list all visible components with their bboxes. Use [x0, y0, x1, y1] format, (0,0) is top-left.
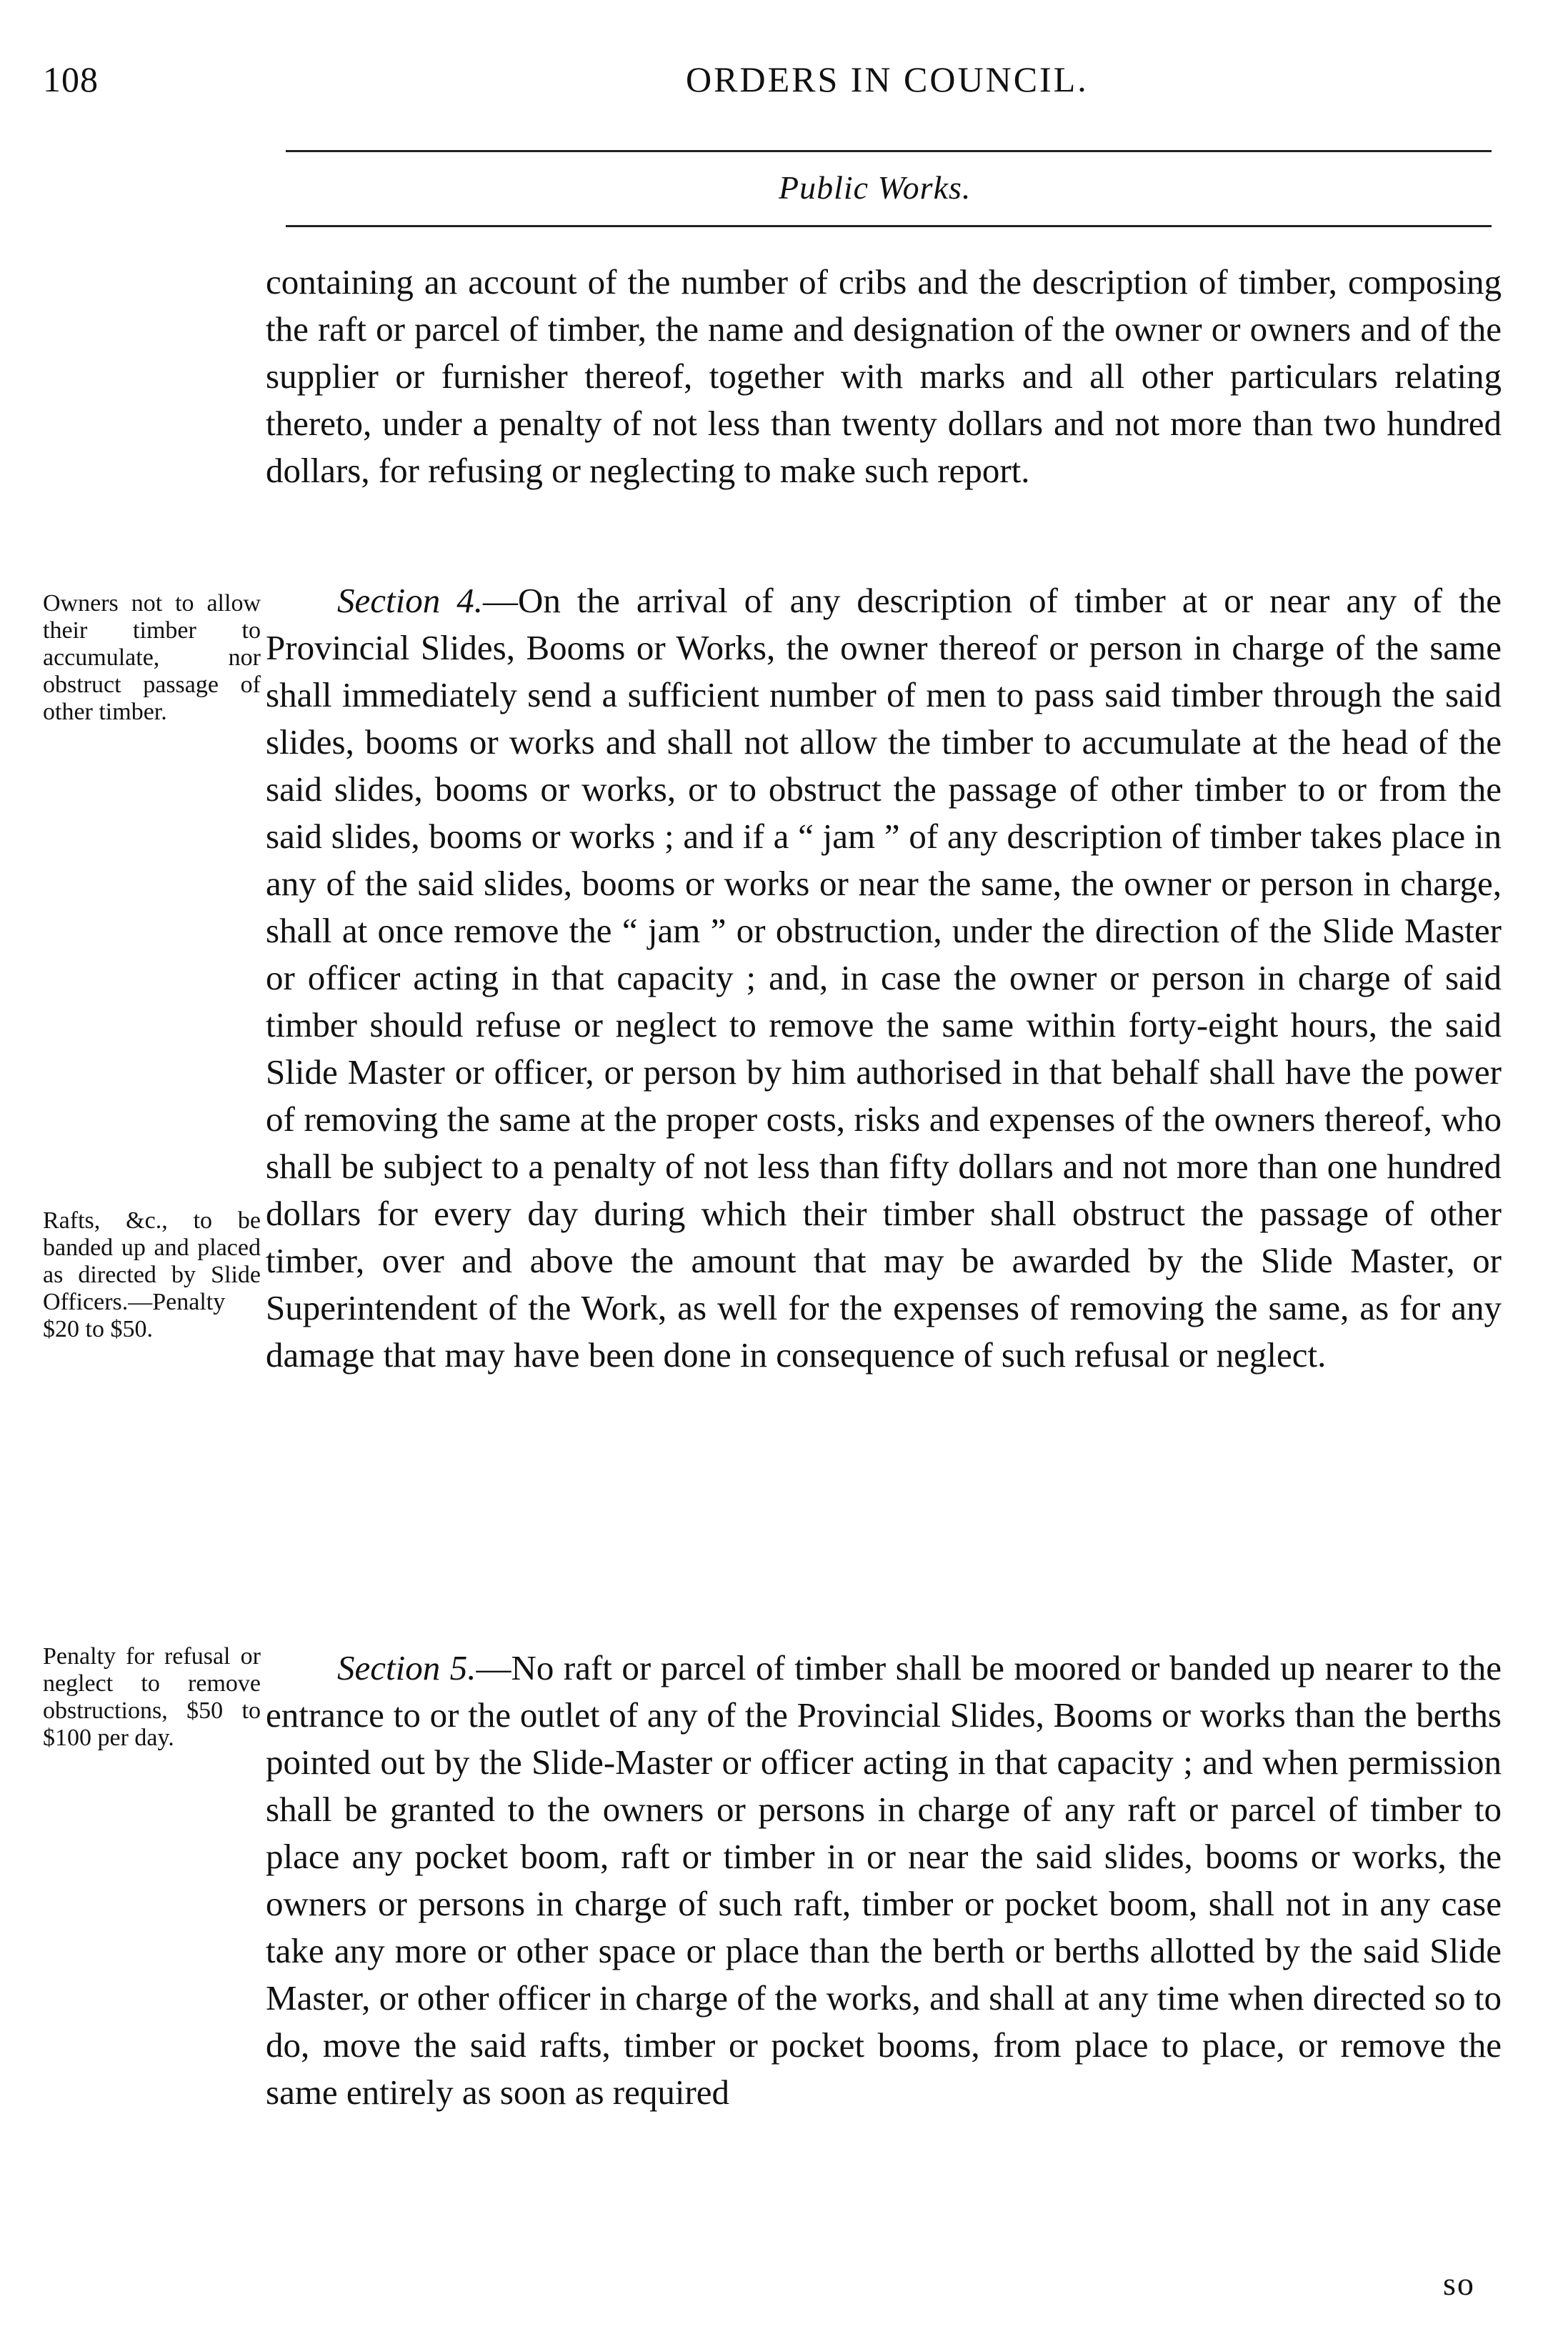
section-subtitle: Public Works. — [779, 169, 972, 206]
margin-note-section-5: Penalty for refusal or neglect to remove obstructions, $50 to $100 per day. — [43, 1643, 261, 1751]
section-4-paragraph — [266, 577, 1502, 1379]
running-title: ORDERS IN COUNCIL. — [686, 59, 1089, 99]
section-5-paragraph — [266, 1645, 1502, 2116]
section-4-label: Section 4. — [337, 581, 484, 620]
catchword: so — [1443, 2265, 1475, 2302]
intro-text: containing an account of the number of cribs and the description of timber, composing the raft or parcel of timber, the name and designation of the owner or owners and of the supplier or furnisher thereof, together with marks and all other particulars relating thereto, under a penalty of not less than twenty dollars and not more than two hundred dollars, for refusing or neglecting to make such report. — [266, 262, 1502, 490]
intro-paragraph — [266, 259, 1502, 494]
section-4-text: —On the arrival of any description of timber at or near any of the Provincial Slides, Booms or Works, the owner thereof or person in charge of the same shall immediately send a sufficient number of men to pass said timber through the said slides, booms or works and shall not allow the timber to accumulate at the head of the said slides, booms or works, or to obstruct the passage of other timber to or from the said slides, booms or works ; and if a “ jam ” of any description of timber takes place in any of the said slides, booms or works or near the same, the owner or person in charge, shall at once remove the “ jam ” or obstruction, under the direction of the Slide Master or officer acting in that capacity ; and, in case the owner or person in charge of said timber should refuse or neglect to remove the same within forty-eight hours, the said Slide Master or officer, or person by him authorised in that behalf shall have the power of removing the same at the proper costs, risks and expenses of the owners thereof, who shall be subject to a penalty of not less than fifty dollars and not more than one hundred dollars for every day during which their timber shall obstruct the passage of other timber, over and above the amount that may be awarded by the Slide Master, or Superintendent of the Work, as well for the expenses of removing the same, as for any damage that may have been done in consequence of such refusal or neglect. — [266, 581, 1502, 1375]
section-5-text: —No raft or parcel of timber shall be moored or banded up nearer to the entrance to or the outlet of any of the Provincial Slides, Booms or works than the berths pointed out by the Slide-Master or officer acting in that capacity ; and when permission shall be granted to the owners or persons in charge of any raft or parcel of timber to place any pocket boom, raft or timber in or near the said slides, booms or works, the owners or persons in charge of such raft, timber or pocket boom, shall not in any case take any more or other space or place than the berth or berths allotted by the said Slide Master, or other officer in charge of the works, and shall at any time when directed so to do, move the said rafts, timber or pocket booms, from place to place, or remove the same entirely as soon as required — [266, 1648, 1502, 2112]
section-5-label: Section 5. — [337, 1648, 476, 1687]
page-number: 108 — [43, 59, 99, 99]
margin-note-section-4: Owners not to allow their timber to accumulate, nor obstruct passage of other timber. — [43, 590, 261, 725]
header-rule-top — [286, 150, 1492, 152]
header-rule-bottom — [286, 225, 1492, 227]
margin-note-rafts: Rafts, &c., to be banded up and placed as directed by Slide Officers.—Penalty $20 to $50. — [43, 1207, 261, 1342]
